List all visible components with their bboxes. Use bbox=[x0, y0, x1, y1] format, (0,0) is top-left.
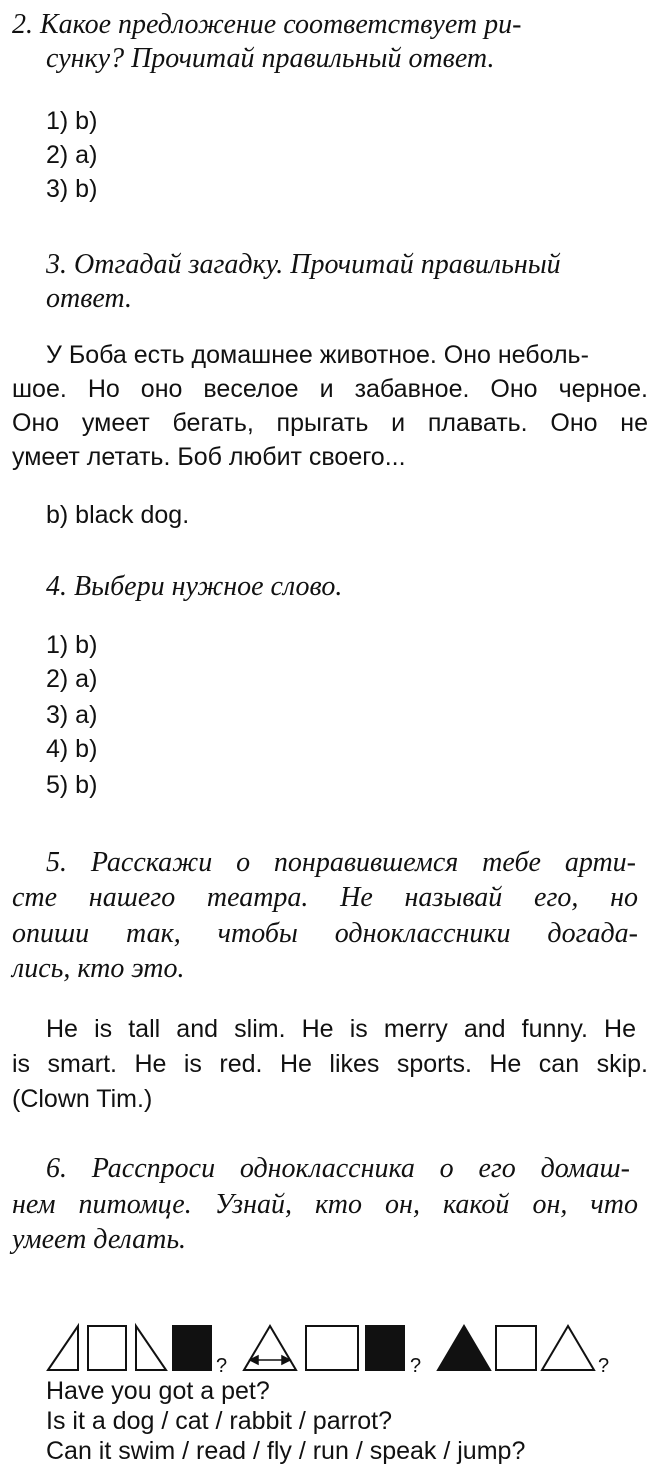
black-square-shape-1 bbox=[173, 1326, 211, 1370]
question-symbols-diagram bbox=[44, 1322, 624, 1374]
task3-heading-line-2: ответ. bbox=[46, 283, 132, 314]
triangle-shape-2 bbox=[136, 1326, 166, 1370]
task5-heading-line-1: 5. Расскажи о понравившемся тебе арти- bbox=[46, 847, 636, 878]
task6-question-1: Have you got a pet? bbox=[46, 1377, 270, 1405]
task6-question-2: Is it a dog / cat / rabbit / parrot? bbox=[46, 1407, 393, 1435]
black-square-shape-2 bbox=[366, 1326, 404, 1370]
question-mark-1: ? bbox=[216, 1355, 228, 1374]
question-mark-2: ? bbox=[410, 1355, 422, 1374]
task3-text-line-1: У Боба есть домашнее животное. Оно неболь- bbox=[46, 341, 589, 369]
symbols-svg bbox=[44, 1322, 624, 1374]
task4-answer-3: 3) а) bbox=[46, 701, 98, 729]
task3-heading-line-1: 3. Отгадай загадку. Прочитай правильный bbox=[46, 249, 561, 280]
task3-text-line-2: шое. Но оно веселое и забавное. Оно черное. bbox=[12, 375, 648, 403]
task2-answer-2: 2) а) bbox=[46, 141, 98, 169]
square-shape-1 bbox=[88, 1326, 126, 1370]
task2-answer-1: 1) b) bbox=[46, 107, 98, 135]
task4-heading: 4. Выбери нужное слово. bbox=[46, 571, 343, 602]
task4-answer-5: 5) b) bbox=[46, 771, 98, 799]
black-triangle-shape bbox=[438, 1326, 490, 1370]
task6-heading-line-3: умеет делать. bbox=[12, 1224, 187, 1255]
task2-heading-line-2: сунку? Прочитай правильный ответ. bbox=[46, 43, 495, 74]
triangle-shape-1 bbox=[48, 1326, 78, 1370]
task2-answer-3: 3) b) bbox=[46, 175, 98, 203]
task4-answer-4: 4) b) bbox=[46, 735, 98, 763]
task6-heading-line-1: 6. Расспроси одноклассника о его домаш- bbox=[46, 1153, 630, 1184]
task4-answer-1: 1) b) bbox=[46, 631, 98, 659]
task5-heading-line-3: опиши так, чтобы одноклассники догада- bbox=[12, 918, 638, 949]
task5-text-line-3: (Clown Tim.) bbox=[12, 1085, 153, 1113]
task5-text-line-1: He is tall and slim. He is merry and funny. He bbox=[46, 1015, 636, 1043]
task3-answer: b) black dog. bbox=[46, 501, 190, 529]
square-shape-3 bbox=[496, 1326, 536, 1370]
task5-heading-line-2: сте нашего театра. Не называй его, но bbox=[12, 882, 638, 913]
task6-heading-line-2: нем питомце. Узнай, кто он, какой он, что bbox=[12, 1189, 638, 1220]
triangle-shape-3 bbox=[244, 1326, 296, 1370]
task3-text-line-4: умеет летать. Боб любит своего... bbox=[12, 443, 406, 471]
task3-text-line-3: Оно умеет бегать, прыгать и плавать. Оно не bbox=[12, 409, 648, 437]
task5-text-line-2: is smart. He is red. He likes sports. He can skip. bbox=[12, 1050, 648, 1078]
task2-heading-line-1: 2. Какое предложение соответствует ри- bbox=[12, 9, 522, 40]
task5-heading-line-4: лись, кто это. bbox=[12, 953, 185, 984]
task6-question-3: Can it swim / read / fly / run / speak / jump? bbox=[46, 1437, 526, 1465]
triangle-shape-4 bbox=[542, 1326, 594, 1370]
question-mark-3: ? bbox=[598, 1355, 610, 1374]
square-shape-2 bbox=[306, 1326, 358, 1370]
task4-answer-2: 2) а) bbox=[46, 665, 98, 693]
